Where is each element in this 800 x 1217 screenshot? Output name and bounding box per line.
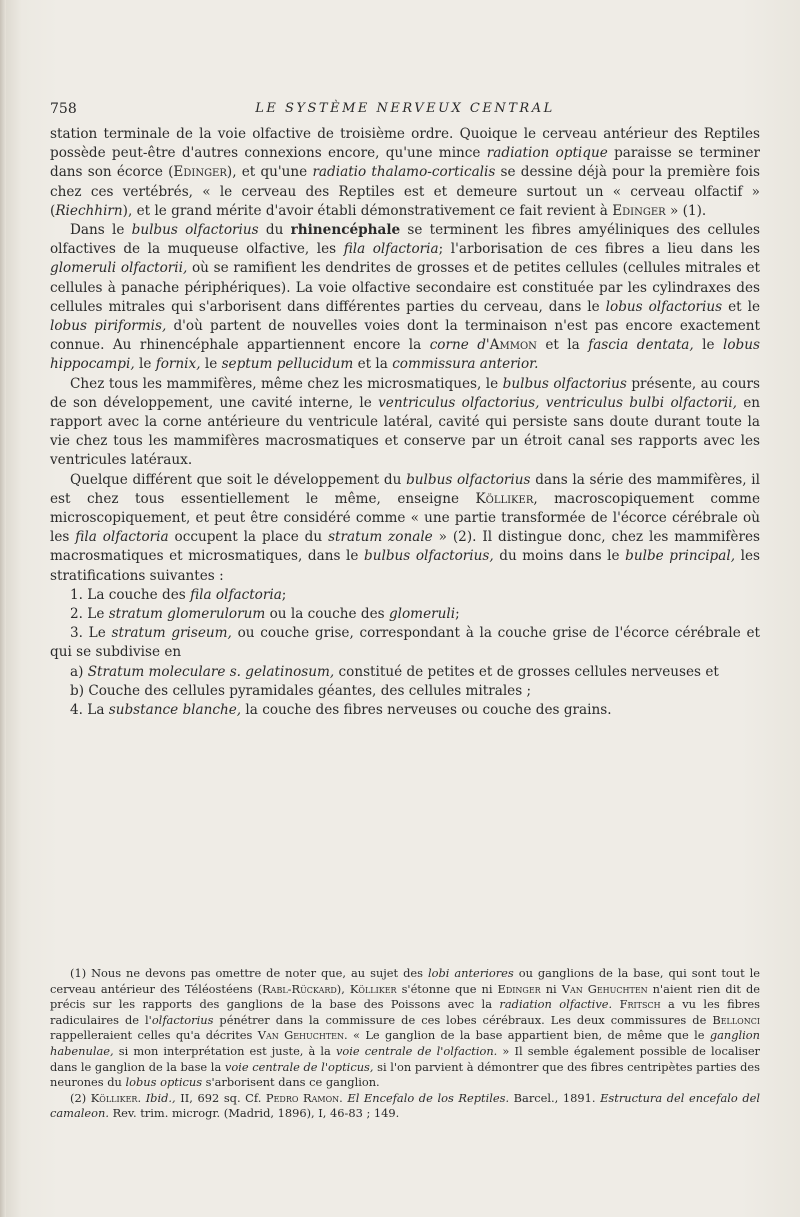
footnote-2: (2) Kölliker. Ibid., II, 692 sq. Cf. Pedro Ramon. El Encefalo de los Reptiles. Barcel., 1891. Estructura del encefalo del camaleon. Rev. trim. microgr. (Madrid, 1896), I, 46-83 ; 149. bbox=[50, 1090, 761, 1121]
footnotes bbox=[50, 966, 760, 1122]
paragraph-3: Chez tous les mammifères, même chez les microsmatiques, le bulbus olfactorius présente, au cours de son développement, une cavité interne, le ventriculus olfactorius, ventriculus bulbi olfactorii, en rapport avec la corne antérieure du ventricule latéral, cavité qui persiste sans doute durant toute la vie chez tous les mammifères macrosmatiques et conserve par un étroit canal ses rapports avec les ventricules latéraux. bbox=[50, 375, 761, 469]
list-item: 3. Le stratum griseum, ou couche grise, correspondant à la couche grise de l'écorce cérébrale et qui se subdivise en bbox=[50, 625, 761, 661]
list-item: b) Couche des cellules pyramidales géantes, des cellules mitrales ; bbox=[70, 682, 532, 699]
list-item: 1. La couche des fila olfactoria; bbox=[70, 586, 287, 603]
list-item: 2. Le stratum glomerulorum ou la couche des glomeruli; bbox=[70, 606, 460, 623]
page-header bbox=[50, 101, 760, 123]
list-item: a) Stratum moleculare s. gelatinosum, constitué de petites et de grosses cellules nerveuses et bbox=[70, 663, 719, 680]
list-item: 4. La substance blanche, la couche des fibres nerveuses ou couche des grains. bbox=[70, 702, 612, 719]
paragraph-2: Dans le bulbus olfactorius du rhinencéphale se terminent les fibres amyéliniques des cellules olfactives de la muqueuse olfactive, les fila olfactoria; l'arborisation de ces fibres a lieu dans les glomeruli olfactorii, où se ramifient les dendrites de grosses et de petites cellules (cellules mitrales et cellules à panache périphériques). La voie olfactive secondaire est constituée par les cylindraxes des cellules mitrales qui s'arborisent dans différentes parties du cerveau, dans le lobus olfactorius et le lobus piriformis, d'où partent de nouvelles voies dont la terminaison n'est pas encore exactement connue. Au rhinencéphale appartiennent encore la corne d'Ammon et la fascia dentata, le lobus hippocampi, le fornix, le septum pellucidum et la commissura anterior. bbox=[50, 222, 760, 373]
page-number: 758 bbox=[50, 101, 77, 117]
paragraph-4: Quelque différent que soit le développement du bulbus olfactorius dans la série des mammifères, il est chez tous essentiellement le même, enseigne Kölliker, macroscopiquement comme microscopiquement, et peut être considéré comme « une partie transformée de l'écorce cérébrale où les fila olfactoria occupent la place du stratum zonale » (2). Il distingue donc, chez les mammifères macrosmatiques et microsmatiques, dans le bulbus olfactorius, du moins dans le bulbe principal, les stratifications suivantes : bbox=[50, 471, 761, 584]
paragraph-1: station terminale de la voie olfactive de troisième ordre. Quoique le cerveau antérieur des Reptiles possède peut-être d'autres connexions encore, qu'une mince radiation optique paraisse se terminer dans son écorce (Edinger), et qu'une radiatio thalamo-corticalis se dessine déjà pour la première fois chez ces vertébrés, « le cerveau des Reptiles est et demeure surtout un « cerveau olfactif » (Riechhirn), et le grand mérite d'avoir établi démonstrativement ce fait revient à Edinger » (1). bbox=[50, 126, 761, 219]
running-title: LE SYSTÈME NERVEUX CENTRAL bbox=[255, 101, 555, 116]
main-text bbox=[50, 125, 760, 720]
page-gutter-shadow bbox=[0, 0, 6, 1217]
stratification-list bbox=[50, 586, 760, 720]
footnote-1: (1) Nous ne devons pas omettre de noter que, au sujet des lobi anteriores ou ganglions de la base, qui sont tout le cerveau antérieur des Téléostéens (Rabl-Rückard), Kölliker s'étonne que ni Edinger ni Van Gehuchten n'aient rien dit de précis sur les rapports des ganglions de la base des Poissons avec la radiation olfactive. Fritsch a vu les fibres radiculaires de l'olfactorius pénétrer dans la commissure de ces lobes cérébraux. Les deux commissures de Bellonci rappelleraient celles qu'a décrites Van Gehuchten. « Le ganglion de la base appartient bien, de même que le ganglion habenulae, si mon interprétation est juste, à la voie centrale de l'olfaction. » Il semble également possible de localiser dans le ganglion de la base la voie centrale de l'opticus, si l'on parvient à démontrer que des fibres centripètes parties des neurones du lobus opticus s'arborisent dans ce ganglion. bbox=[50, 966, 761, 1090]
